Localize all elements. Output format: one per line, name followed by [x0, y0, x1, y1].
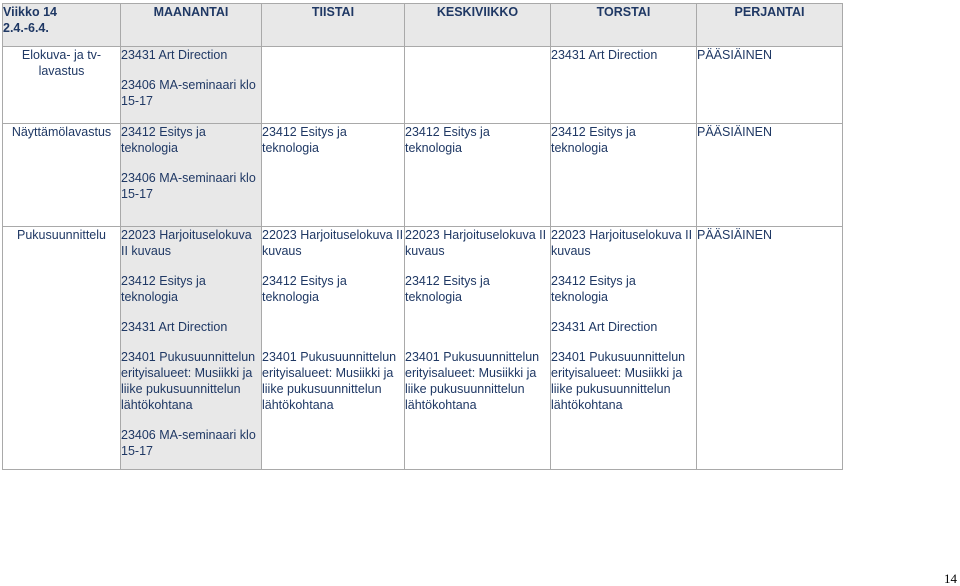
course-entry: 22023 Harjoituselokuva II kuvaus [262, 228, 404, 258]
course-entry: 22023 Harjoituselokuva II kuvaus [551, 228, 693, 258]
table-row [3, 227, 843, 470]
course-entry: 23412 Esitys ja teknologia [121, 125, 206, 155]
course-entry: 23412 Esitys ja teknologia [262, 125, 347, 155]
schedule-cell [262, 227, 405, 470]
course-entry: 23431 Art Direction [121, 48, 228, 62]
day-header-monday: MAANANTAI [121, 4, 262, 47]
course-entry: 23412 Esitys ja teknologia [262, 274, 347, 304]
course-entry: PÄÄSIÄINEN [697, 125, 773, 139]
course-entry: 23401 Pukusuunnittelun erityisalueet: Musiikki ja liike pukusuunnittelun lähtökohtana [121, 350, 256, 412]
course-entry: 23431 Art Direction [121, 320, 228, 334]
course-entry: 23401 Pukusuunnittelun erityisalueet: Musiikki ja liike pukusuunnittelun lähtökohtana [551, 350, 686, 412]
day-header-wednesday: KESKIVIIKKO [405, 4, 551, 47]
schedule-cell [697, 124, 843, 227]
schedule-cell [551, 124, 697, 227]
course-entry: PÄÄSIÄINEN [697, 48, 773, 62]
course-entry: 23401 Pukusuunnittelun erityisalueet: Musiikki ja liike pukusuunnittelun lähtökohtana [262, 350, 397, 412]
course-entry: 23406 MA-seminaari klo 15-17 [121, 78, 256, 108]
page-number: 14 [944, 571, 957, 586]
schedule-cell [121, 227, 262, 470]
course-entry: 23412 Esitys ja teknologia [121, 274, 206, 304]
weekly-schedule-table [2, 3, 843, 470]
course-entry: 23406 MA-seminaari klo 15-17 [121, 171, 256, 201]
schedule-cell [121, 124, 262, 227]
table-row [3, 47, 843, 124]
course-entry: 23401 Pukusuunnittelun erityisalueet: Musiikki ja liike pukusuunnittelun lähtökohtana [405, 350, 540, 412]
day-header-friday: PERJANTAI [697, 4, 843, 47]
course-entry: PÄÄSIÄINEN [697, 228, 773, 242]
schedule-cell [405, 124, 551, 227]
course-entry: 23431 Art Direction [551, 320, 658, 334]
course-entry: 23412 Esitys ja teknologia [551, 125, 636, 155]
week-dates: 2.4.-6.4. [3, 21, 49, 35]
table-row [3, 124, 843, 227]
schedule-cell [405, 47, 551, 124]
schedule-cell [121, 47, 262, 124]
schedule-cell [262, 124, 405, 227]
program-label: Pukusuunnittelu [3, 227, 121, 470]
program-label: Näyttämölavastus [3, 124, 121, 227]
course-entry: 23412 Esitys ja teknologia [405, 274, 490, 304]
course-entry: 23431 Art Direction [551, 48, 658, 62]
course-entry: 23406 MA-seminaari klo 15-17 [121, 428, 256, 458]
schedule-cell [697, 227, 843, 470]
week-label-cell [3, 4, 121, 47]
course-entry: 22023 Harjoituselokuva II kuvaus [121, 228, 252, 258]
schedule-cell [405, 227, 551, 470]
schedule-cell [551, 47, 697, 124]
day-header-thursday: TORSTAI [551, 4, 697, 47]
header-row [3, 4, 843, 47]
week-number: Viikko 14 [3, 5, 57, 19]
program-label: Elokuva- ja tv-lavastus [3, 47, 121, 124]
day-header-tuesday: TIISTAI [262, 4, 405, 47]
empty-slot [405, 319, 550, 335]
course-entry: 23412 Esitys ja teknologia [551, 274, 636, 304]
course-entry: 23412 Esitys ja teknologia [405, 125, 490, 155]
empty-slot [262, 319, 404, 335]
schedule-cell [697, 47, 843, 124]
schedule-cell [262, 47, 405, 124]
course-entry: 22023 Harjoituselokuva II kuvaus [405, 228, 547, 258]
schedule-cell [551, 227, 697, 470]
